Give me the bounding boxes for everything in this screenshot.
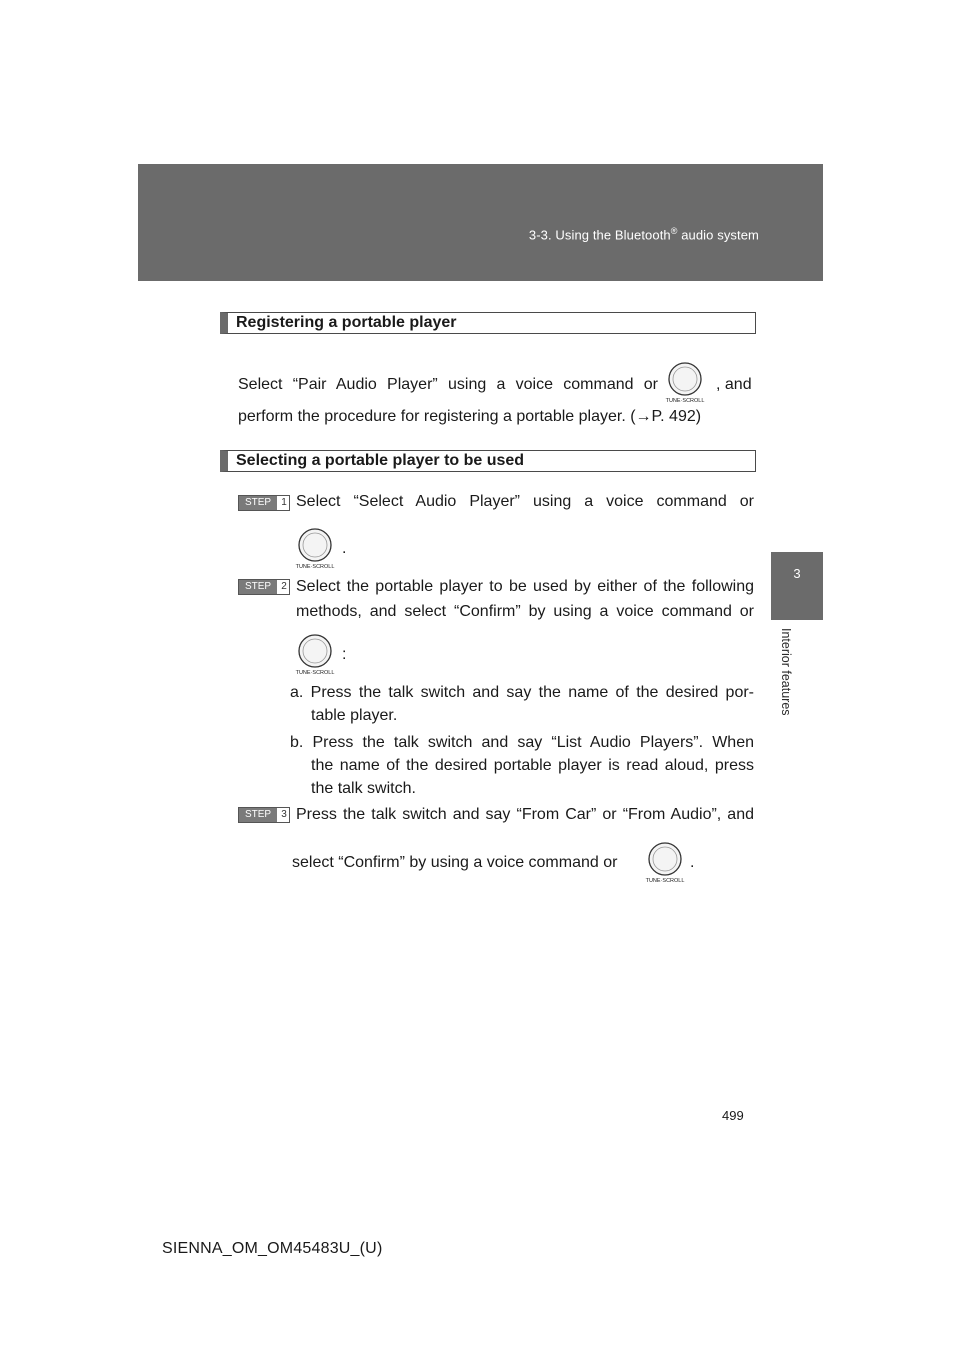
- step-2-option-a-line-1: a. Press the talk switch and say the name of the desired por-: [290, 684, 754, 701]
- registering-line-1-end: , and: [716, 376, 752, 393]
- svg-text:TUNE·SCROLL: TUNE·SCROLL: [295, 670, 335, 676]
- tune-scroll-knob-icon: [644, 840, 686, 884]
- step-2-text-end: :: [342, 646, 347, 663]
- registering-heading: Registering a portable player: [220, 312, 756, 334]
- chapter-tab: [771, 552, 823, 620]
- page-number: 499: [722, 1108, 744, 1123]
- step-3-text-line-1: Press the talk switch and say “From Car” or “From Audio”, and: [296, 806, 754, 823]
- step-2-option-a-line-2: table player.: [311, 707, 398, 724]
- step-2-text-line-1: Select the portable player to be used by either of the following: [296, 578, 754, 595]
- svg-text:TUNE·SCROLL: TUNE·SCROLL: [645, 878, 685, 884]
- chapter-label: Interior features: [779, 628, 793, 716]
- tune-scroll-knob-icon: [294, 632, 336, 676]
- svg-text:TUNE·SCROLL: TUNE·SCROLL: [665, 398, 705, 404]
- step-1-badge: STEP 1: [238, 495, 290, 511]
- chapter-header-band: [138, 164, 823, 281]
- step-2-text-line-2: methods, and select “Confirm” by using a voice command or: [296, 603, 754, 620]
- document-code: SIENNA_OM_OM45483U_(U): [162, 1240, 383, 1257]
- registering-line-2: perform the procedure for registering a portable player. (→P. 492): [238, 408, 702, 425]
- tune-scroll-knob-icon: [664, 360, 706, 404]
- step-1-text: Select “Select Audio Player” using a voice command or: [296, 493, 754, 510]
- selecting-heading: Selecting a portable player to be used: [220, 450, 756, 472]
- tune-scroll-knob-icon: [294, 526, 336, 570]
- step-3-badge: STEP 3: [238, 807, 290, 823]
- step-2-option-b-line-1: b. Press the talk switch and say “List Audio Players”. When: [290, 734, 754, 751]
- step-2-badge: STEP 2: [238, 579, 290, 595]
- step-2-option-b-line-3: the talk switch.: [311, 780, 416, 797]
- chapter-number: 3: [793, 566, 801, 581]
- step-3-text-line-2: select “Confirm” by using a voice command or: [292, 854, 618, 871]
- registering-line-1: Select “Pair Audio Player” using a voice command or: [238, 376, 658, 393]
- section-title: 3-3. Using the Bluetooth® audio system: [528, 226, 759, 243]
- svg-text:TUNE·SCROLL: TUNE·SCROLL: [295, 564, 335, 570]
- step-2-option-b-line-2: the name of the desired portable player is read aloud, press: [311, 757, 754, 774]
- step-1-text-end: .: [342, 540, 347, 557]
- step-3-text-end: .: [690, 854, 695, 871]
